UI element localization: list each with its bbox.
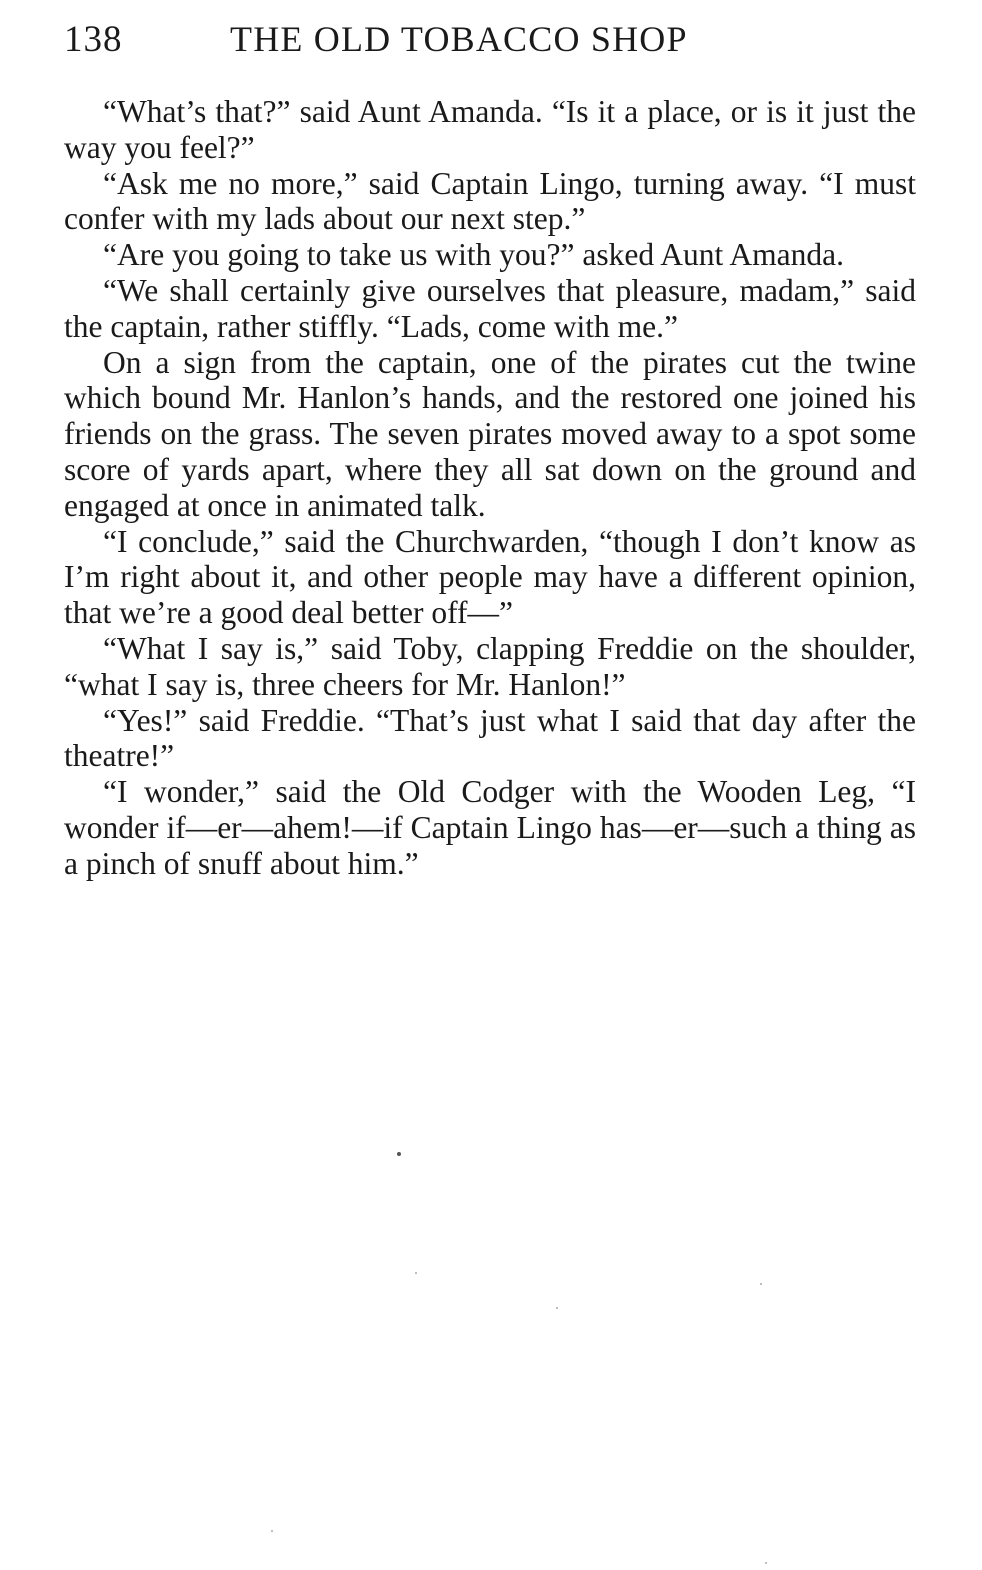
page-header (60, 16, 920, 62)
paragraph: “What’s that?” said Aunt Amanda. “Is it a place, or is it just the way you feel?” (64, 94, 916, 165)
paragraph: “Ask me no more,” said Captain Lingo, turning away. “I must confer with my lads about our next step.” (64, 165, 916, 237)
scan-speck (556, 1307, 558, 1309)
scan-speck (760, 1283, 762, 1285)
paragraph: “Yes!” said Freddie. “That’s just what I said that day after the theatre!” (64, 702, 916, 774)
paragraph: “What I say is,” said Toby, clapping Freddie on the shoulder, “what I say is, three cheers for Mr. Hanlon!” (64, 630, 916, 702)
paragraph: On a sign from the captain, one of the pirates cut the twine which bound Mr. Hanlon’s hands, and the restored one joined his friends on the grass. The seven pirates moved away to a spot some score of yards apart, where they all sat down on the ground and engaged at once in animated talk. (64, 344, 916, 523)
paragraph: “Are you going to take us with you?” asked Aunt Amanda. (103, 237, 844, 273)
paragraph: “I conclude,” said the Churchwarden, “though I don’t know as I’m right about it, and other people may have a different opinion, that we’re a good deal better off—” (64, 523, 916, 631)
body-text (64, 94, 916, 882)
paragraph: “We shall certainly give ourselves that pleasure, madam,” said the captain, rather stiffly. “Lads, come with me.” (64, 272, 916, 344)
scan-speck (271, 1530, 273, 1532)
scan-speck (397, 1152, 401, 1156)
page-number: 138 (64, 19, 123, 60)
running-head: THE OLD TOBACCO SHOP (230, 19, 688, 59)
scan-speck (415, 1272, 417, 1274)
scan-speck (765, 1562, 767, 1564)
paragraph: “I wonder,” said the Old Codger with the Wooden Leg, “I wonder if—er—ahem!—if Captain Lingo has—er—such a thing as a pinch of snuff about him.” (64, 774, 916, 881)
